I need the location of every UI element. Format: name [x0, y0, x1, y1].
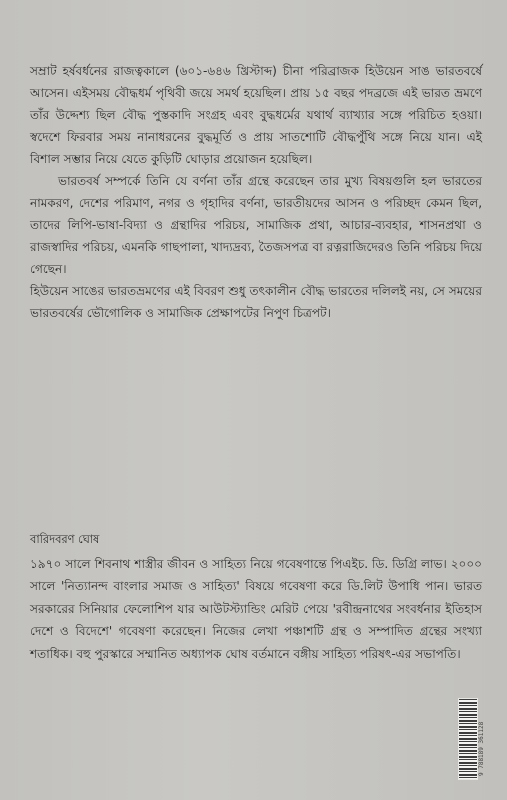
- barcode-digits: 9 788189 361128: [478, 721, 485, 776]
- blurb-paragraph-3: হিউয়েন সাঙের ভারতভ্রমণের এই বিবরণ শুধু তৎকালীন বৌদ্ধ ভারতের দলিলই নয়, সে সময়ের ভারতবর্ষের ভৌগোলিক ও সামাজিক প্রেক্ষাপটের নিপুণ চিত্রপট।: [30, 284, 482, 320]
- book-blurb: [30, 60, 482, 324]
- blurb-paragraph-2: ভারতবর্ষ সম্পর্কে তিনি যে বর্ণনা তাঁর গ্রন্থে করেছেন তার মুখ্য বিষয়গুলি হল ভারতের নামকরণ, দেশের পরিমাণ, নগর ও গৃহাদির বর্ণনা, ভারতীয়দের আসন ও পরিচ্ছদ কেমন ছিল, তাদের লিপি-ভাষা-বিদ্যা ও গ্রন্থাদির পরিচয়, সামাজিক প্রথা, আচার-ব্যবহার, শাসনপ্রথা ও রাজস্বাদির পরিচয়, এমনকি গাছপালা, খাদ্যদ্রব্য, তৈজসপত্র বা রত্নরাজিদেরও তিনি পরিচয় দিয়ে গেছেন।: [30, 174, 482, 276]
- barcode-icon: [458, 698, 478, 780]
- author-name: বারিদবরণ ঘোষ: [30, 532, 100, 546]
- blurb-paragraph-1: সম্রাট হর্ষবর্ধনের রাজত্বকালে (৬০১-৬৪৬ খ্রিস্টাব্দ) চীনা পরিব্রাজক হিউয়েন সাঙ ভারতবর্ষে আসেন। এইসময় বৌদ্ধধর্ম পৃথিবী জয়ে সমর্থ হয়েছিল। প্রায় ১৫ বছর পদব্রজে এই ভারত ভ্রমণে তাঁর উদ্দেশ্য ছিল বৌদ্ধ পুস্তকাদি সংগ্রহ এবং বুদ্ধধর্মের যথার্থ ব্যাখ্যার সঙ্গে পরিচিত হওয়া। স্বদেশে ফিরবার সময় নানাধরনের বুদ্ধমূর্তি ও প্রায় সাতশোটি বৌদ্ধপুঁথি সঙ্গে নিয়ে যান। এই বিশাল সম্ভার নিয়ে যেতে কুড়িটি ঘোড়ার প্রয়োজন হয়েছিল।: [30, 64, 482, 166]
- author-bio: ১৯৭০ সালে শিবনাথ শাস্ত্রীর জীবন ও সাহিত্য নিয়ে গবেষণান্তে পিএইচ. ডি. ডিগ্রি লাভ। ২০০০ সালে 'নিত্যানন্দ বাংলার সমাজ ও সাহিত্য' বিষয়ে গবেষণা করে ডি.লিট উপাধি পান। ভারত সরকারের সিনিয়ার ফেলোশিপ যার আউটস্ট্যান্ডিং মেরিট পেয়ে 'রবীন্দ্রনাথের সংবর্ধনার ইতিহাস দেশে ও বিদেশে' গবেষণা করেছেন। নিজের লেখা পঞ্চাশটি গ্রন্থ ও সম্পাদিত গ্রন্থের সংখ্যা শতাধিক। বহু পুরস্কারে সম্মানিত অধ্যাপক ঘোষ বর্তমানে বঙ্গীয় সাহিত্য পরিষৎ-এর সভাপতি।: [30, 556, 482, 661]
- author-section: [30, 528, 482, 665]
